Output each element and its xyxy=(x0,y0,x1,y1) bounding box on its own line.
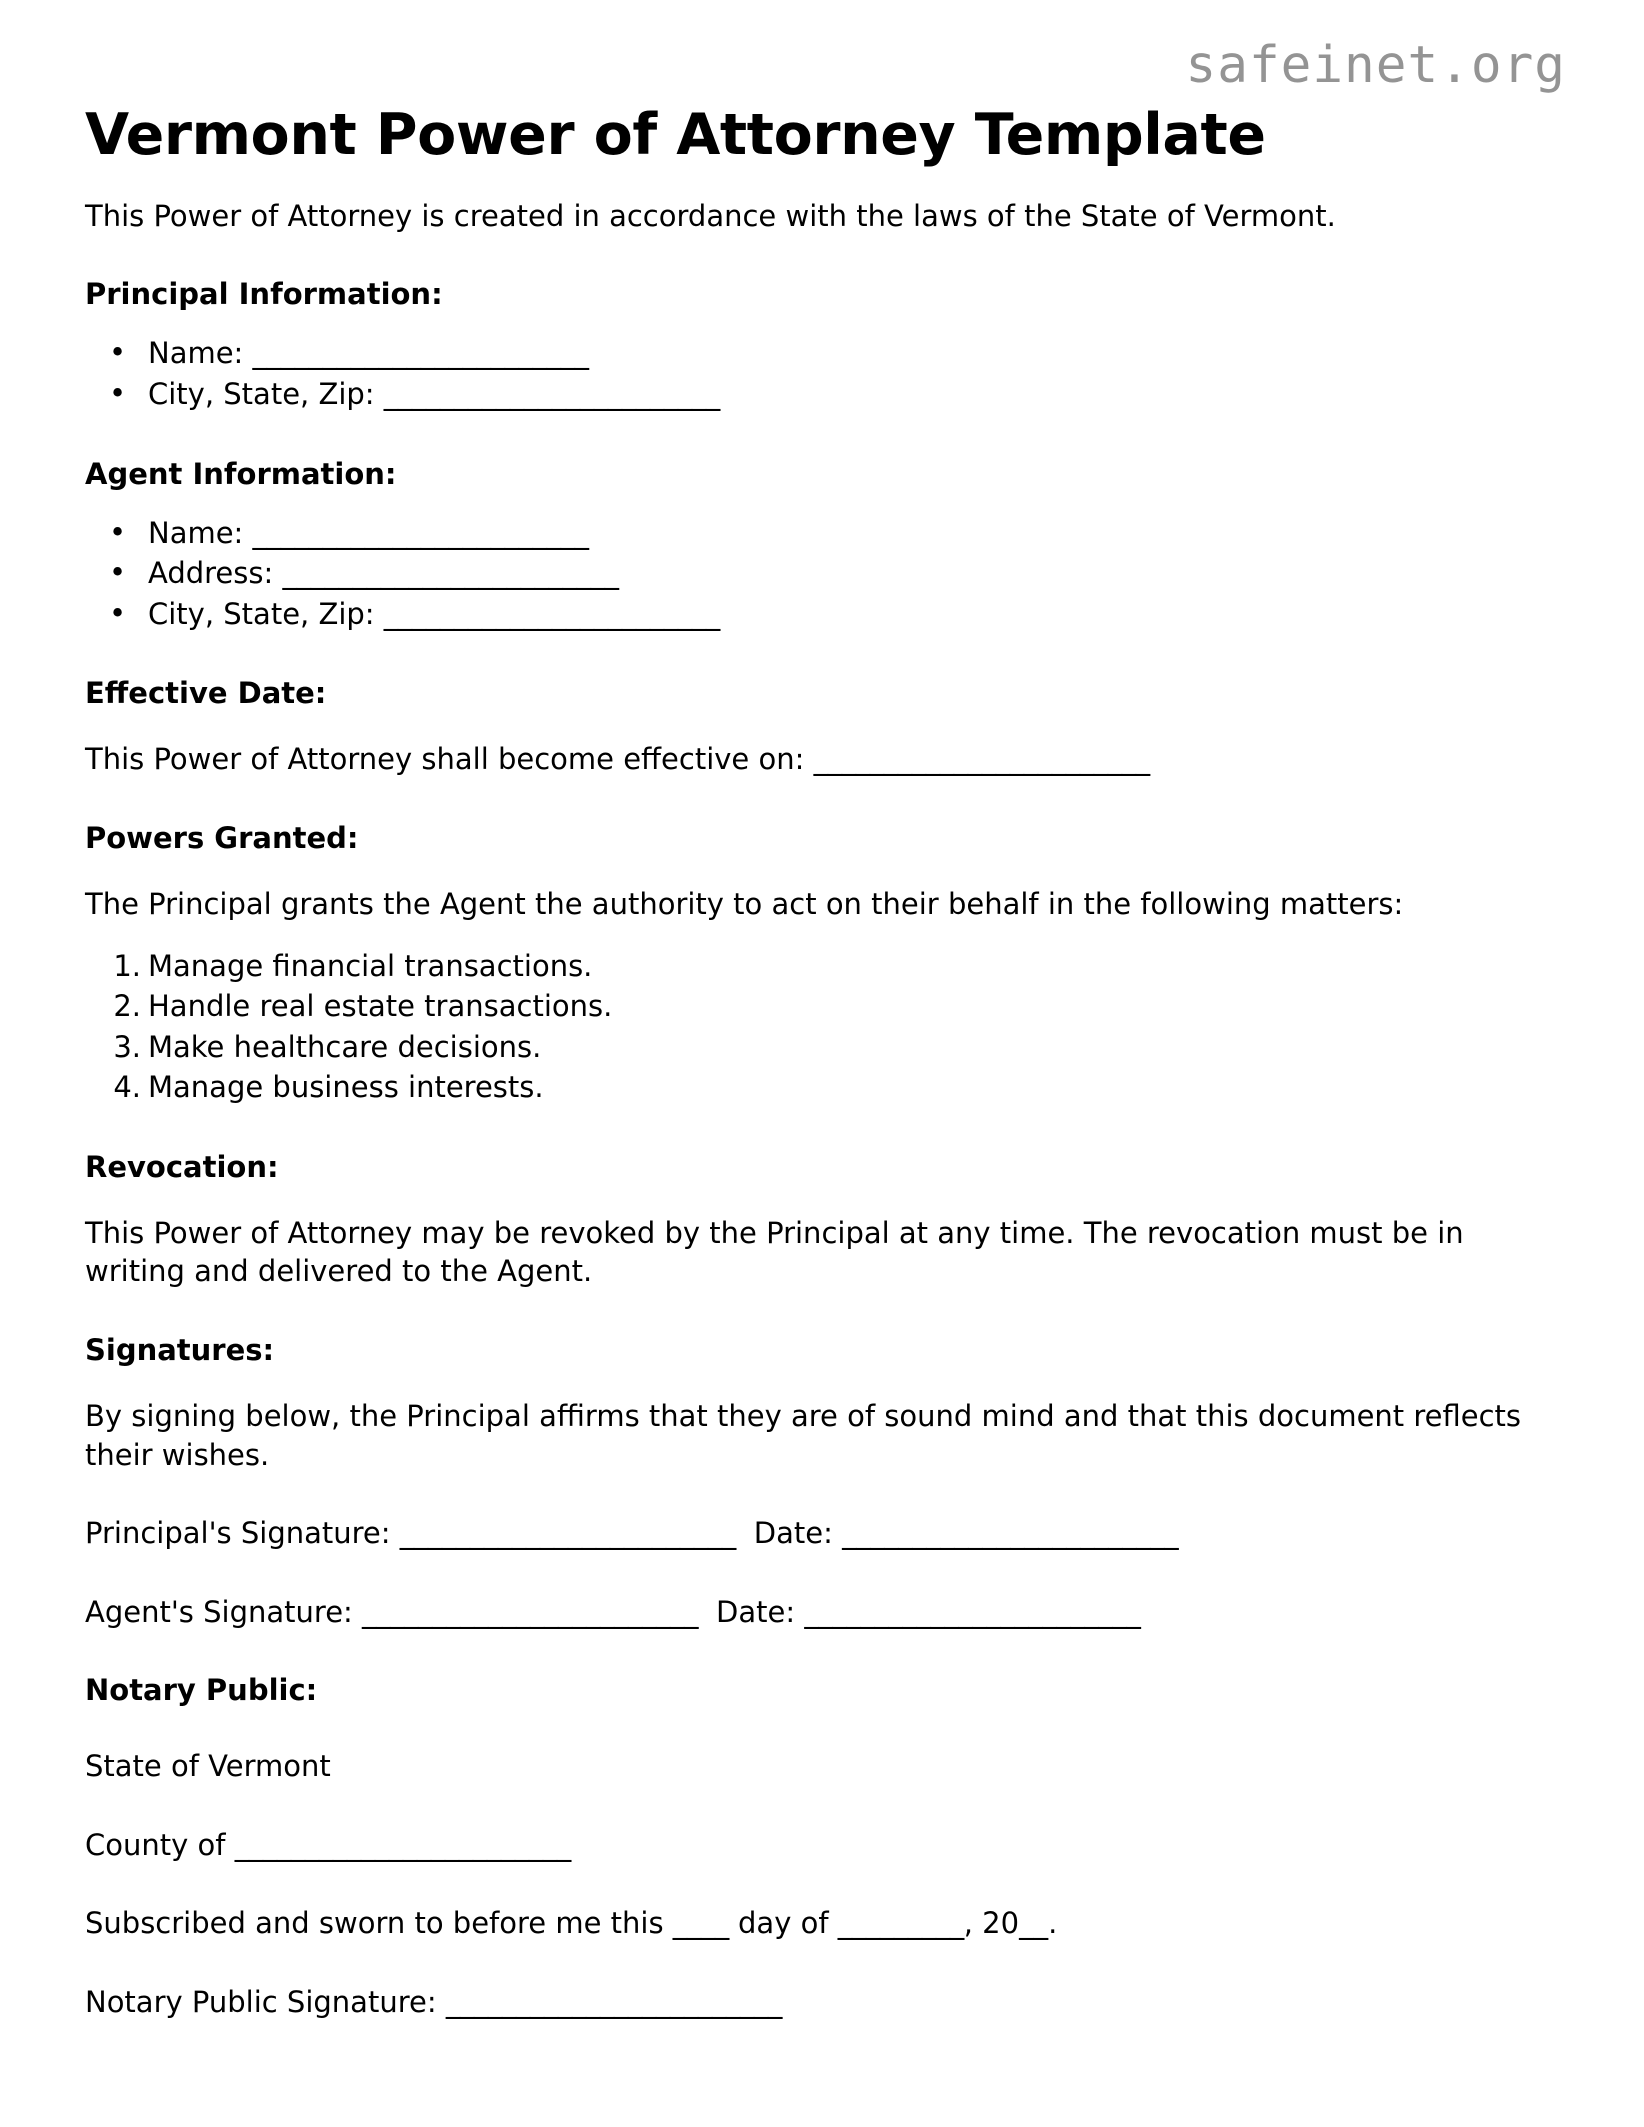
sworn-month-blank[interactable]: _________ xyxy=(837,1906,964,1941)
fill-in-blank[interactable]: ________________________ xyxy=(383,377,720,411)
field-label: City, State, Zip: xyxy=(148,596,375,631)
list-item-label: Make healthcare decisions. xyxy=(148,1029,542,1064)
list-number: 4. xyxy=(113,1070,141,1105)
list-item xyxy=(85,1067,1559,1108)
section-heading-powers-granted: Powers Granted: xyxy=(85,820,359,855)
principal-date-label: Date: xyxy=(753,1516,833,1551)
sworn-mid-text: day of xyxy=(738,1906,829,1941)
list-item xyxy=(85,1027,1559,1068)
revocation-paragraph: This Power of Attorney may be revoked by the Principal at any time. The revocation must be in writing and delivered to the Agent. xyxy=(85,1215,1464,1289)
site-watermark: safeinet.org xyxy=(1185,36,1566,95)
list-item xyxy=(85,513,1559,554)
county-blank[interactable]: ________________________ xyxy=(234,1827,571,1862)
list-item xyxy=(85,986,1559,1027)
field-label: Address: xyxy=(148,556,274,591)
list-item xyxy=(85,553,1559,594)
notary-state-line: State of Vermont xyxy=(85,1749,331,1784)
agent-signature-line xyxy=(85,1593,1559,1632)
principal-signature-label: Principal's Signature: xyxy=(85,1516,391,1551)
list-item xyxy=(85,594,1559,635)
sworn-suffix-text: , 20__. xyxy=(963,1906,1058,1941)
intro-paragraph: This Power of Attorney is created in accordance with the laws of the State of Vermont. xyxy=(85,198,1336,233)
notary-signature-label: Notary Public Signature: xyxy=(85,1984,437,2019)
bullet-icon: • xyxy=(109,335,127,370)
notary-signature-line xyxy=(85,1983,1559,2022)
principal-signature-line xyxy=(85,1514,1559,1553)
agent-signature-label: Agent's Signature: xyxy=(85,1594,353,1629)
section-heading-effective-date: Effective Date: xyxy=(85,676,327,711)
field-label: Name: xyxy=(148,336,244,371)
principal-fields-list xyxy=(85,333,1559,414)
page-title: Vermont Power of Attorney Template xyxy=(85,102,1266,168)
fill-in-blank[interactable]: ________________________ xyxy=(383,596,720,631)
fill-in-blank[interactable]: ________________________ xyxy=(252,515,589,550)
field-label: City, State, Zip: xyxy=(148,377,375,411)
list-item xyxy=(85,946,1559,987)
list-number: 2. xyxy=(113,989,141,1024)
fill-in-blank[interactable]: ________________________ xyxy=(282,556,619,591)
powers-list xyxy=(85,946,1559,1108)
fill-in-blank[interactable]: ________________________ xyxy=(252,336,589,371)
list-item-label: Manage financial transactions. xyxy=(148,948,593,983)
section-heading-notary-public: Notary Public: xyxy=(85,1673,318,1708)
section-heading-revocation: Revocation: xyxy=(85,1149,279,1184)
sworn-day-blank[interactable]: ____ xyxy=(672,1906,729,1941)
field-label: Name: xyxy=(148,515,244,550)
principal-date-blank[interactable]: ________________________ xyxy=(842,1516,1179,1551)
sworn-prefix-text: Subscribed and sworn to before me this xyxy=(85,1906,664,1941)
principal-signature-blank[interactable]: ________________________ xyxy=(399,1516,736,1551)
agent-signature-blank[interactable]: ________________________ xyxy=(362,1594,699,1629)
notary-sworn-line xyxy=(85,1904,1559,1943)
section-heading-principal-information: Principal Information: xyxy=(85,277,443,312)
bullet-icon: • xyxy=(109,555,127,590)
bullet-icon: • xyxy=(109,514,127,549)
effective-date-text: This Power of Attorney shall become effective on: xyxy=(85,742,805,777)
agent-date-label: Date: xyxy=(716,1594,796,1629)
section-heading-signatures: Signatures: xyxy=(85,1333,275,1367)
signatures-paragraph: By signing below, the Principal affirms that they are of sound mind and that this document reflects their wishes. xyxy=(85,1399,1522,1472)
agent-fields-list xyxy=(85,513,1559,635)
county-label: County of xyxy=(85,1827,226,1862)
agent-date-blank[interactable]: ________________________ xyxy=(804,1594,1141,1629)
bullet-icon: • xyxy=(109,376,127,410)
list-number: 1. xyxy=(113,948,141,983)
bullet-icon: • xyxy=(109,595,127,630)
list-number: 3. xyxy=(113,1029,141,1064)
effective-date-line xyxy=(85,740,1535,779)
list-item xyxy=(85,333,1559,374)
powers-intro-paragraph: The Principal grants the Agent the authority to act on their behalf in the following matters: xyxy=(85,886,1404,921)
list-item-label: Handle real estate transactions. xyxy=(148,989,613,1024)
notary-county-line xyxy=(85,1826,1559,1865)
section-heading-agent-information: Agent Information: xyxy=(85,456,397,491)
list-item-label: Manage business interests. xyxy=(148,1070,544,1105)
fill-in-blank[interactable]: ________________________ xyxy=(813,742,1150,777)
notary-signature-blank[interactable]: ________________________ xyxy=(445,1984,782,2019)
list-item xyxy=(85,374,1559,415)
